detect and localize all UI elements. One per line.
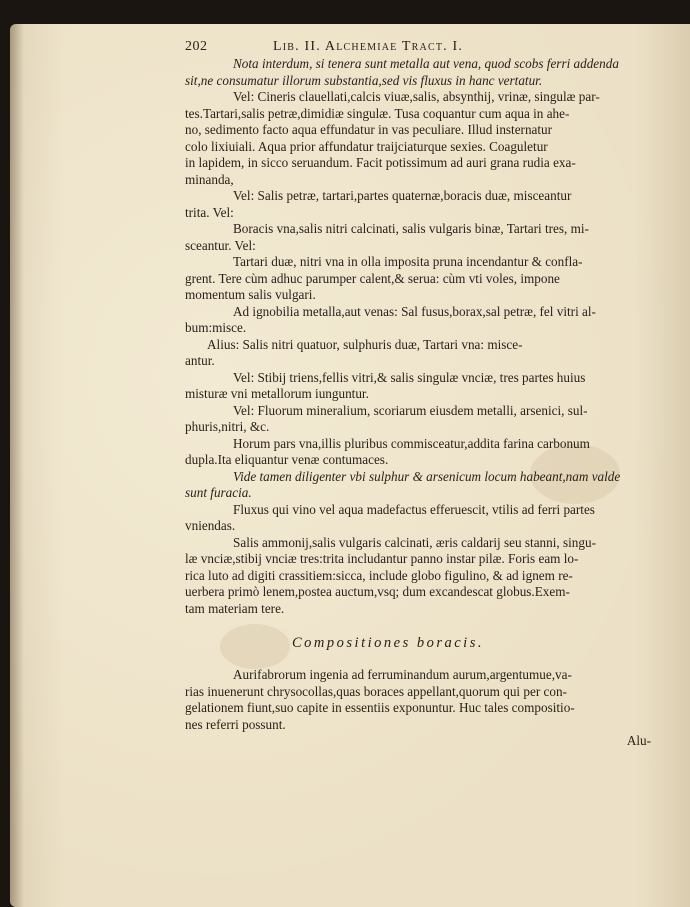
text-line: Vel: Stibij triens,fellis vitri,& salis singulæ vnciæ, tres partes huius (233, 369, 586, 385)
text-line: rica luto ad digiti crassitiem:sicca, include globo figulino, & ad ignem re- (185, 567, 573, 583)
text-line: nes referri possunt. (185, 716, 286, 732)
spacer (185, 617, 651, 635)
text-line: vniendas. (185, 518, 236, 533)
text-line: Fluxus qui vino vel aqua madefactus efferuescit, vtilis ad ferri partes (233, 501, 595, 517)
text-line: misturæ vni metallorum iunguntur. (185, 386, 369, 401)
text-line: sceantur. Vel: (185, 237, 256, 253)
text-line: sunt furacia. (185, 485, 252, 500)
gutter-shadow (10, 24, 24, 907)
text-line: Alius: Salis nitri quatuor, sulphuris duæ, Tartari vna: misce- (207, 336, 523, 352)
text-line: tam materiam tere. (185, 600, 285, 616)
text-line: minanda, (185, 171, 234, 187)
text-line: trita. Vel: (185, 204, 234, 220)
section-text (185, 667, 651, 733)
text-line: colo lixiuiali. Aqua prior affundatur traijciaturque sexies. Coaguletur (185, 138, 548, 154)
text-line: Vel: Fluorum mineralium, scoriarum eiusdem metalli, arsenici, sul- (233, 402, 588, 418)
catchword: Alu- (626, 733, 651, 748)
text-line: uerbera primò lenem,postea auctum,vsq; dum excandescat globus.Exem- (185, 584, 570, 599)
text-line: Horum pars vna,illis pluribus commisceatur,addita farina carbonum (233, 435, 590, 451)
body-text (185, 56, 651, 617)
text-line: Tartari duæ, nitri vna in olla imposita pruna incendantur & confla- (233, 254, 583, 269)
text-line: Nota interdum, si tenera sunt metalla aut vena, quod scobs ferri addenda (233, 56, 619, 71)
text-line: gelationem fiunt,suo capite in essentiis exponuntur. Huc tales compositio- (185, 700, 575, 715)
text-line: Aurifabrorum ingenia ad ferruminandum aurum,argentumue,va- (233, 667, 572, 682)
text-line: phuris,nitri, &c. (185, 419, 270, 434)
page-header (185, 39, 651, 56)
text-line: sit,ne consumatur illorum substantia,sed vis fluxus in hanc vertatur. (185, 72, 543, 88)
text-line: Ad ignobilia metalla,aut venas: Sal fusus,borax,sal petræ, fel vitri al- (233, 303, 596, 319)
text-line: Salis ammonij,salis vulgaris calcinati, æris caldarij seu stanni, singu- (233, 534, 596, 550)
text-line: grent. Tere cùm adhuc parumper calent,& serua: cùm vti voles, impone (185, 270, 560, 286)
text-line: Vel: Salis petræ, tartari,partes quaternæ,boracis duæ, misceantur (233, 188, 572, 203)
text-line: Vel: Cineris clauellati,calcis viuæ,salis, absynthij, vrinæ, singulæ par- (233, 89, 600, 104)
section-title: Compositiones boracis. (292, 635, 484, 651)
spacer (185, 657, 651, 667)
text-line: læ vnciæ,stibij vnciæ tres:trita includantur panno instar pilæ. Foris eam lo- (185, 551, 579, 566)
text-line: no, sedimento facto aqua effundatur in vas peculiare. Illud insternatur (185, 122, 553, 137)
text-line: momentum salis vulgari. (185, 287, 316, 302)
text-line: dupla.Ita eliquantur venæ contumaces. (185, 452, 389, 467)
text-line: in lapidem, in sicco seruandum. Facit potissimum ad auri grana rudia exa- (185, 155, 576, 170)
page-text (185, 39, 651, 750)
running-head: Lib. II. Alchemiae Tract. I. (273, 39, 464, 54)
text-line: Vide tamen diligenter vbi sulphur & arsenicum locum habeant,nam valde (233, 468, 621, 484)
text-line: Boracis vna,salis nitri calcinati, salis vulgaris binæ, Tartari tres, mi- (233, 221, 589, 236)
text-line: tes.Tartari,salis petræ,dimidiæ singulæ. Tusa coquantur cum aqua in ahe- (185, 105, 570, 121)
text-line: antur. (185, 353, 215, 368)
text-line: bum:misce. (185, 320, 247, 335)
page-number: 202 (185, 39, 208, 54)
text-line: rias inuenerunt chrysocollas,quas boraces appellant,quorum qui per con- (185, 683, 567, 699)
